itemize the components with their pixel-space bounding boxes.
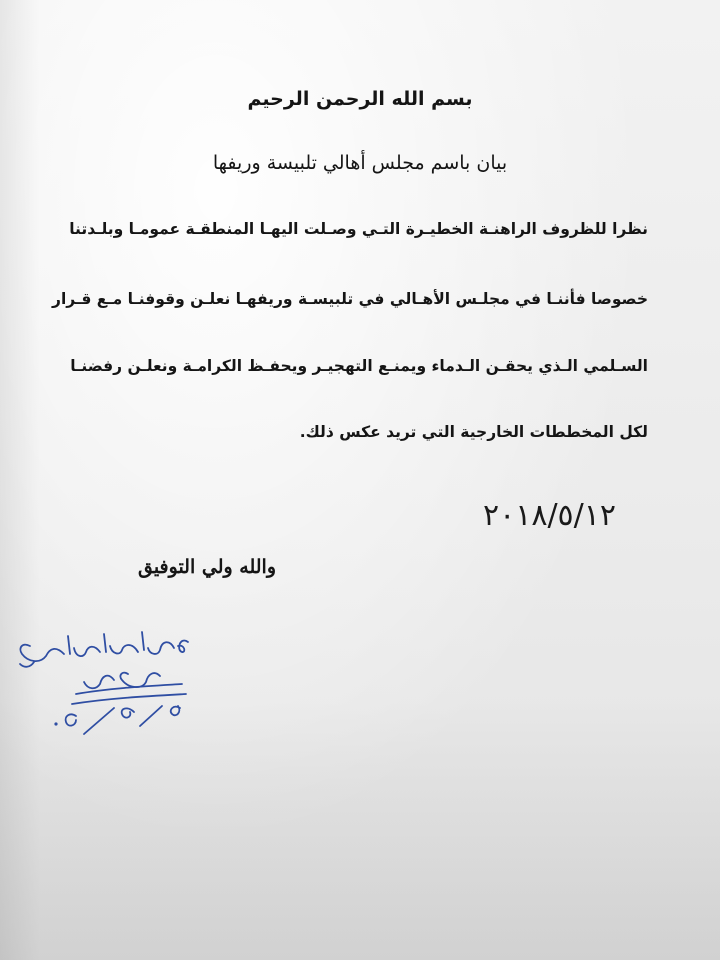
body-line-3: السـلمي الـذي يحقـن الـدماء ويمنـع التهجيـر ويحفـظ الكرامـة ونعلـن رفضنـا	[70, 357, 648, 375]
page-shadow-bottom	[0, 700, 720, 960]
handwritten-date: ٢٠١٨/٥/١٢	[482, 498, 616, 533]
statement-heading: بيان باسم مجلس أهالي تلبيسة وريفها	[212, 152, 508, 174]
body-line-1: نظرا للظروف الراهنـة الخطيـرة التـي وصـلت اليهـا المنطقـة عمومـا وبلـدتنا	[69, 220, 648, 238]
closing-phrase: والله ولي التوفيق	[137, 556, 276, 578]
body-line-2: خصوصا فأننـا في مجلـس الأهـالي في تلبيسـة وريفهـا نعلـن وقوفنـا مـع قـرار	[52, 290, 648, 308]
handwritten-signature	[10, 628, 200, 738]
body-line-4: لكل المخططات الخارجية التي تريد عكس ذلك.	[299, 423, 648, 441]
basmala: بسم الله الرحمن الرحيم	[247, 88, 473, 110]
